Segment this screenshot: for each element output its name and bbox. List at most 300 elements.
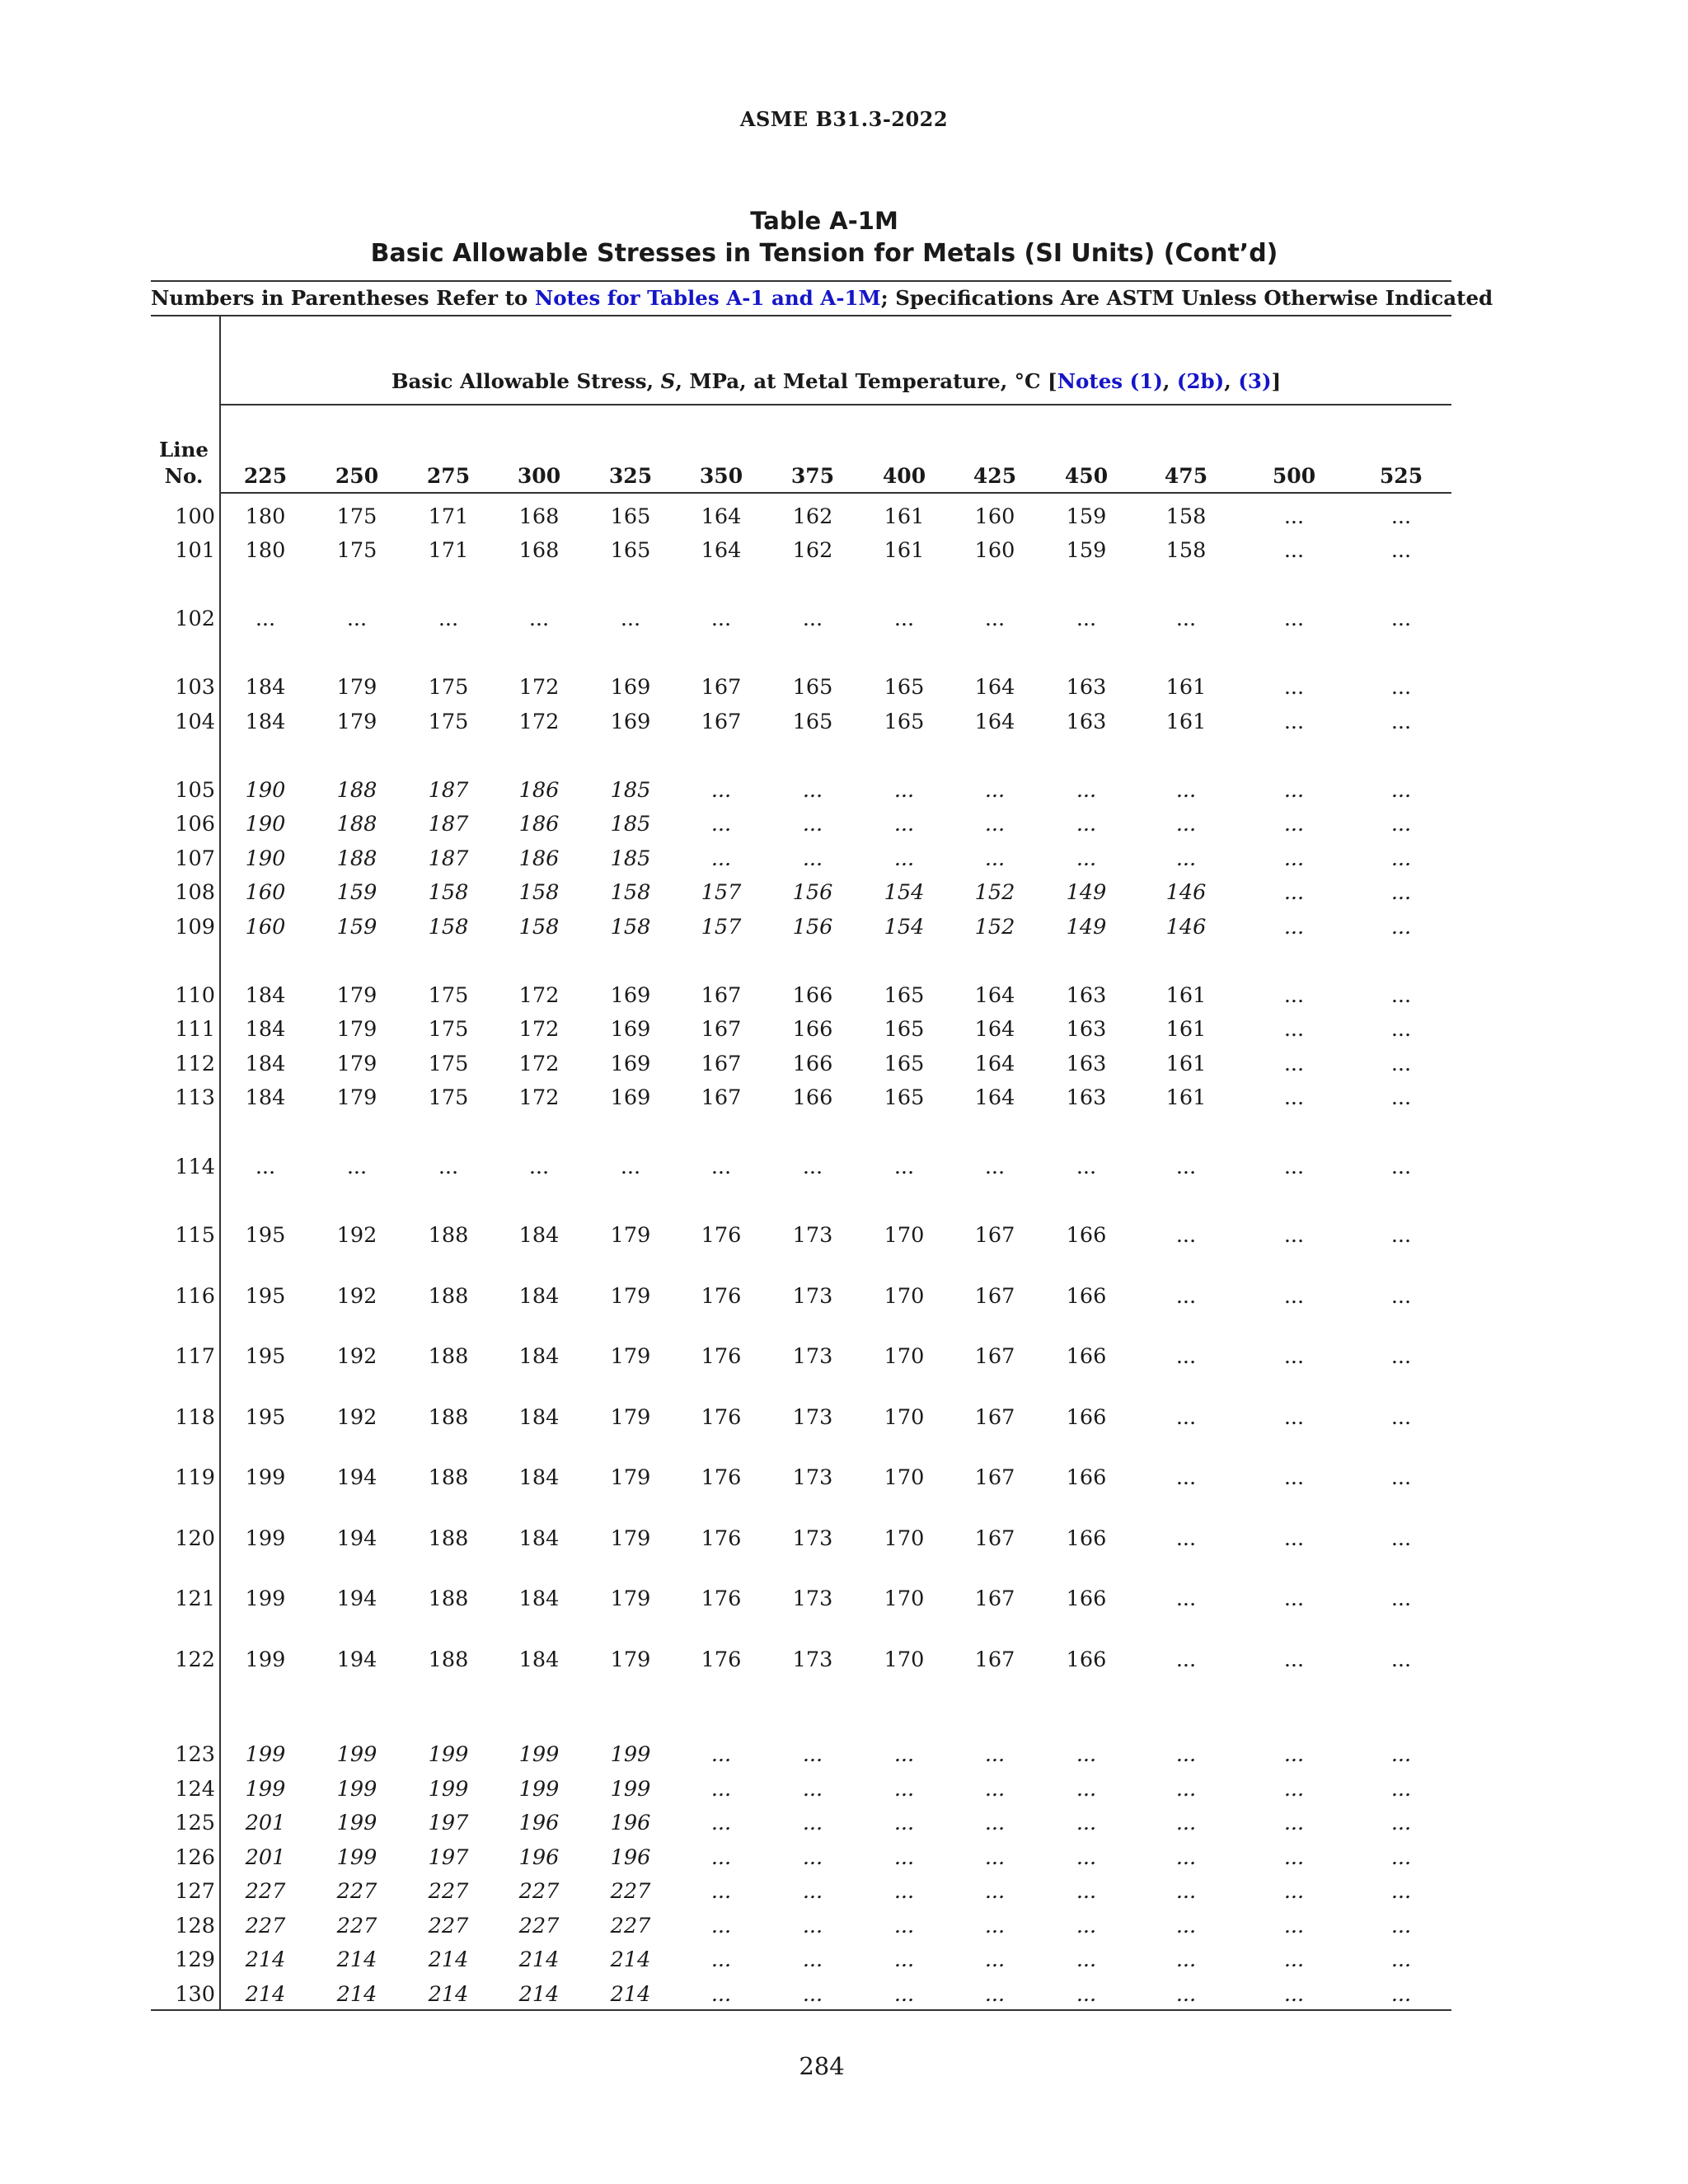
stress-value-cell: 149 — [1066, 880, 1107, 905]
line-number: 109 — [175, 915, 215, 940]
stress-value-cell: 170 — [884, 1223, 925, 1248]
stress-value-cell: ... — [893, 1982, 915, 2007]
stress-value-cell: 175 — [428, 983, 469, 1008]
line-number: 105 — [175, 778, 215, 803]
stress-value-cell: 173 — [792, 1405, 833, 1430]
line-number: 103 — [175, 675, 215, 700]
stress-value-cell: 167 — [974, 1223, 1015, 1248]
stress-value-cell: 188 — [428, 1223, 469, 1248]
stress-value-cell: 196 — [518, 1845, 560, 1870]
stress-value-cell: 197 — [428, 1811, 469, 1835]
stress-value-cell: 170 — [884, 1344, 925, 1369]
stress-value-cell: 167 — [701, 710, 742, 734]
stress-value-cell: ... — [984, 812, 1006, 837]
stress-value-cell: 162 — [792, 538, 833, 563]
stress-value-cell: 199 — [336, 1777, 377, 1802]
stress-value-cell: 173 — [792, 1344, 833, 1369]
stress-value-cell: 175 — [428, 1052, 469, 1076]
stress-value-cell: ... — [1175, 1845, 1197, 1870]
stress-value-cell: 186 — [518, 812, 560, 837]
stress-value-cell: ... — [528, 1155, 550, 1179]
stress-value-cell: 173 — [792, 1526, 833, 1551]
separator: , — [1162, 369, 1177, 393]
stress-value-cell: 176 — [701, 1223, 742, 1248]
stress-value-cell: 199 — [428, 1742, 469, 1767]
stress-value-cell: 214 — [428, 1947, 469, 1972]
stress-value-cell: ... — [1390, 1465, 1412, 1490]
stress-value-cell: 157 — [701, 880, 742, 905]
stress-value-cell: ... — [984, 778, 1006, 803]
stress-value-cell: ... — [1390, 1982, 1412, 2007]
stress-value-cell: ... — [893, 778, 915, 803]
stress-value-cell: 166 — [792, 983, 833, 1008]
stress-value-cell: 199 — [336, 1811, 377, 1835]
stress-value-cell: 180 — [245, 504, 286, 529]
stress-value-cell: 172 — [518, 1052, 560, 1076]
stress-value-cell: 214 — [610, 1947, 651, 1972]
stress-value-cell: 161 — [1165, 1017, 1207, 1042]
stress-value-cell: ... — [893, 1947, 915, 1972]
stress-value-cell: ... — [1390, 607, 1412, 631]
stress-value-cell: 165 — [884, 983, 925, 1008]
stress-value-cell: 167 — [701, 1017, 742, 1042]
stress-value-cell: 170 — [884, 1647, 925, 1672]
stress-value-cell: 194 — [336, 1465, 377, 1490]
stress-value-cell: 179 — [610, 1526, 651, 1551]
stress-value-cell: 169 — [610, 1052, 651, 1076]
stress-value-cell: ... — [1076, 1914, 1097, 1938]
temperature-column-header: 500 — [1272, 464, 1316, 488]
stress-value-cell: 184 — [518, 1405, 560, 1430]
stress-value-cell: 164 — [701, 538, 742, 563]
stress-value-cell: ... — [1283, 915, 1305, 940]
stress-value-cell: 163 — [1066, 710, 1107, 734]
stress-value-cell: 166 — [1066, 1526, 1107, 1551]
stress-value-cell: ... — [802, 1845, 823, 1870]
stress-value-cell: 159 — [336, 915, 377, 940]
stress-value-cell: 172 — [518, 983, 560, 1008]
stress-value-cell: ... — [802, 1811, 823, 1835]
stress-value-cell: 199 — [245, 1586, 286, 1611]
stress-value-cell: 163 — [1066, 1052, 1107, 1076]
stress-value-cell: ... — [1175, 607, 1197, 631]
stress-value-cell: 175 — [428, 675, 469, 700]
note-2b-link[interactable]: (2b) — [1176, 369, 1225, 393]
stress-value-cell: ... — [710, 1947, 732, 1972]
stress-value-cell: 158 — [610, 880, 651, 905]
stress-value-cell: ... — [1283, 1223, 1305, 1248]
stress-value-cell: ... — [1390, 1777, 1412, 1802]
stress-value-cell: ... — [893, 846, 915, 871]
stress-value-cell: ... — [802, 846, 823, 871]
stress-value-cell: 214 — [428, 1982, 469, 2007]
stress-value-cell: 166 — [792, 1085, 833, 1110]
stress-value-cell: ... — [984, 1947, 1006, 1972]
stress-value-cell: ... — [1076, 1947, 1097, 1972]
stress-value-cell: 184 — [518, 1586, 560, 1611]
stress-value-cell: 184 — [245, 710, 286, 734]
stress-value-cell: 188 — [428, 1405, 469, 1430]
stress-value-cell: 172 — [518, 675, 560, 700]
stress-value-cell: 196 — [610, 1811, 651, 1835]
stress-value-cell: 214 — [336, 1982, 377, 2007]
stress-value-cell: 195 — [245, 1344, 286, 1369]
stress-value-cell: 164 — [974, 710, 1015, 734]
temperature-column-header: 300 — [517, 464, 561, 488]
stress-value-cell: ... — [1390, 1284, 1412, 1309]
stress-value-cell: 179 — [610, 1284, 651, 1309]
stress-value-cell: 170 — [884, 1405, 925, 1430]
line-number: 122 — [175, 1647, 215, 1672]
stress-value-cell: ... — [802, 778, 823, 803]
line-number: 121 — [175, 1586, 215, 1611]
stress-value-cell: ... — [1390, 812, 1412, 837]
stress-value-cell: 169 — [610, 983, 651, 1008]
stress-value-cell: 164 — [974, 1017, 1015, 1042]
stress-value-cell: 149 — [1066, 915, 1107, 940]
stress-value-cell: 188 — [428, 1586, 469, 1611]
stress-value-cell: ... — [1390, 1845, 1412, 1870]
stress-value-cell: ... — [1390, 778, 1412, 803]
stress-value-cell: ... — [710, 846, 732, 871]
stress-value-cell: ... — [255, 607, 276, 631]
stress-value-cell: 196 — [518, 1811, 560, 1835]
note-3-link[interactable]: (3) — [1238, 369, 1272, 393]
stress-value-cell: ... — [1283, 1777, 1305, 1802]
stress-value-cell: 146 — [1165, 915, 1207, 940]
stress-value-cell: ... — [893, 1914, 915, 1938]
stress-value-cell: 165 — [884, 1017, 925, 1042]
stress-value-cell: ... — [1283, 812, 1305, 837]
stress-value-cell: ... — [710, 778, 732, 803]
stress-value-cell: ... — [1283, 1465, 1305, 1490]
table-title-block — [0, 204, 1648, 270]
stress-value-cell: 176 — [701, 1586, 742, 1611]
stress-value-cell: ... — [710, 1845, 732, 1870]
stress-value-cell: ... — [802, 607, 823, 631]
stress-value-cell: ... — [1390, 1811, 1412, 1835]
stress-value-cell: ... — [1076, 1879, 1097, 1904]
temperature-column-header: 450 — [1064, 464, 1109, 488]
stress-value-cell: 161 — [1165, 675, 1207, 700]
stress-value-cell: ... — [1390, 504, 1412, 529]
stress-value-cell: 179 — [336, 675, 377, 700]
stress-value-cell: 196 — [610, 1845, 651, 1870]
stress-value-cell: ... — [710, 1811, 732, 1835]
stress-value-cell: 184 — [518, 1465, 560, 1490]
line-number: 102 — [175, 607, 215, 631]
stress-value-cell: ... — [1175, 1777, 1197, 1802]
stress-value-cell: 169 — [610, 1017, 651, 1042]
stress-value-cell: ... — [1283, 1845, 1305, 1870]
span-header-text: Basic Allowable Stress, — [391, 369, 661, 393]
stress-value-cell: ... — [1283, 1742, 1305, 1767]
stress-value-cell: 199 — [245, 1742, 286, 1767]
stress-value-cell: 201 — [245, 1845, 286, 1870]
stress-value-cell: ... — [893, 1845, 915, 1870]
stress-value-cell: 166 — [1066, 1344, 1107, 1369]
stress-value-cell: 185 — [610, 778, 651, 803]
stress-value-cell: ... — [1175, 1344, 1197, 1369]
stress-value-cell: ... — [1390, 983, 1412, 1008]
stress-value-cell: 164 — [701, 504, 742, 529]
stress-value-cell: 227 — [518, 1914, 560, 1938]
stress-value-cell: ... — [1283, 983, 1305, 1008]
stress-value-cell: ... — [1175, 1155, 1197, 1179]
stress-value-cell: 166 — [1066, 1405, 1107, 1430]
stress-value-cell: ... — [1283, 1879, 1305, 1904]
stress-value-cell: 167 — [974, 1586, 1015, 1611]
stress-value-cell: 187 — [428, 812, 469, 837]
stress-value-cell: 184 — [245, 1085, 286, 1110]
stress-value-cell: 175 — [428, 1085, 469, 1110]
stress-value-cell: 161 — [884, 504, 925, 529]
stress-value-cell: ... — [802, 1879, 823, 1904]
temperature-column-header: 375 — [790, 464, 835, 488]
stress-value-cell: ... — [802, 812, 823, 837]
stress-value-cell: ... — [1175, 812, 1197, 837]
stress-value-cell: 158 — [428, 880, 469, 905]
stress-value-cell: 164 — [974, 983, 1015, 1008]
stress-value-cell: ... — [710, 1777, 732, 1802]
stress-value-cell: 175 — [428, 1017, 469, 1042]
stress-value-cell: 166 — [792, 1017, 833, 1042]
stress-value-cell: 170 — [884, 1465, 925, 1490]
stress-value-cell: 214 — [610, 1982, 651, 2007]
stress-value-cell: 162 — [792, 504, 833, 529]
temperature-column-header: 250 — [335, 464, 379, 488]
stress-value-cell: 176 — [701, 1647, 742, 1672]
stress-value-cell: ... — [1175, 1947, 1197, 1972]
stress-value-cell: ... — [710, 1914, 732, 1938]
stress-value-cell: 173 — [792, 1465, 833, 1490]
stress-value-cell: 192 — [336, 1223, 377, 1248]
stress-value-cell: ... — [1390, 710, 1412, 734]
span-header-rule — [221, 404, 1451, 405]
stress-value-cell: 188 — [428, 1647, 469, 1672]
stress-value-cell: ... — [1283, 504, 1305, 529]
stress-value-cell: ... — [802, 1155, 823, 1179]
stress-value-cell: 167 — [974, 1405, 1015, 1430]
stress-value-cell: 199 — [245, 1777, 286, 1802]
line-number: 112 — [175, 1052, 215, 1076]
stress-value-cell: 158 — [518, 880, 560, 905]
stress-value-cell: ... — [1175, 1742, 1197, 1767]
stress-value-cell: 164 — [974, 675, 1015, 700]
stress-value-cell: ... — [1076, 1742, 1097, 1767]
stress-value-cell: 214 — [518, 1982, 560, 2007]
stress-value-cell: ... — [1283, 607, 1305, 631]
stress-value-cell: 175 — [428, 710, 469, 734]
stress-value-cell: 160 — [974, 504, 1015, 529]
line-number: 120 — [175, 1526, 215, 1551]
stress-value-cell: 165 — [792, 675, 833, 700]
temperature-column-header: 275 — [426, 464, 471, 488]
line-number: 106 — [175, 812, 215, 837]
stress-value-cell: 171 — [428, 504, 469, 529]
stress-value-cell: ... — [710, 1879, 732, 1904]
stress-value-cell: ... — [984, 1879, 1006, 1904]
stress-value-cell: 199 — [245, 1465, 286, 1490]
stress-value-cell: ... — [802, 1947, 823, 1972]
running-head: ASME B31.3-2022 — [739, 107, 949, 131]
stress-value-cell: 179 — [610, 1586, 651, 1611]
stress-value-cell: 192 — [336, 1344, 377, 1369]
stress-value-cell: 161 — [1165, 983, 1207, 1008]
notes-reference-text-end: ; Specifications Are ASTM Unless Otherwise Indicated — [880, 286, 1493, 310]
stress-value-cell: 166 — [1066, 1284, 1107, 1309]
stress-value-cell: 163 — [1066, 1017, 1107, 1042]
line-number: 110 — [175, 983, 215, 1008]
stress-value-cell: ... — [1283, 1647, 1305, 1672]
line-number: 113 — [175, 1085, 215, 1110]
line-number: 130 — [175, 1982, 215, 2007]
line-number-header — [151, 437, 217, 490]
stress-value-cell: 160 — [245, 880, 286, 905]
stress-value-cell: ... — [984, 1845, 1006, 1870]
stress-value-cell: 195 — [245, 1405, 286, 1430]
line-number: 114 — [175, 1155, 215, 1179]
stress-value-cell: ... — [1390, 880, 1412, 905]
stress-value-cell: 227 — [245, 1914, 286, 1938]
stress-value-cell: 194 — [336, 1586, 377, 1611]
stress-value-cell: 227 — [336, 1879, 377, 1904]
stress-value-cell: ... — [1076, 1811, 1097, 1835]
stress-value-cell: ... — [1076, 1845, 1097, 1870]
stress-value-cell: 176 — [701, 1405, 742, 1430]
stress-value-cell: 166 — [792, 1052, 833, 1076]
stress-value-cell: 167 — [701, 983, 742, 1008]
stress-value-cell: 179 — [336, 1052, 377, 1076]
stress-value-cell: 199 — [245, 1647, 286, 1672]
stress-value-cell: 227 — [610, 1914, 651, 1938]
stress-value-cell: 164 — [974, 1085, 1015, 1110]
stress-value-cell: ... — [1175, 1647, 1197, 1672]
stress-value-cell: 176 — [701, 1344, 742, 1369]
stress-value-cell: 165 — [792, 710, 833, 734]
stress-value-cell: 158 — [428, 915, 469, 940]
stress-value-cell: 188 — [336, 812, 377, 837]
stress-value-cell: 190 — [245, 778, 286, 803]
stress-value-cell: ... — [1076, 846, 1097, 871]
stress-value-cell: 184 — [518, 1344, 560, 1369]
stress-value-cell: ... — [1175, 1982, 1197, 2007]
stress-value-cell: 165 — [884, 1052, 925, 1076]
stress-value-cell: ... — [1283, 538, 1305, 563]
stress-value-cell: 173 — [792, 1284, 833, 1309]
stress-value-cell: ... — [1283, 880, 1305, 905]
stress-value-cell: ... — [802, 1742, 823, 1767]
temperature-column-header: 400 — [882, 464, 926, 488]
stress-value-cell: 195 — [245, 1284, 286, 1309]
stress-span-header — [221, 369, 1451, 393]
stress-value-cell: 176 — [701, 1284, 742, 1309]
stress-value-cell: ... — [1390, 1223, 1412, 1248]
line-number: 111 — [175, 1017, 215, 1042]
stress-value-cell: 158 — [1165, 504, 1207, 529]
stress-value-cell: ... — [710, 1742, 732, 1767]
stress-value-cell: 227 — [336, 1914, 377, 1938]
stress-value-cell: 179 — [610, 1223, 651, 1248]
stress-value-cell: 161 — [1165, 1052, 1207, 1076]
line-number: 101 — [175, 538, 215, 563]
stress-value-cell: 171 — [428, 538, 469, 563]
stress-value-cell: ... — [1283, 846, 1305, 871]
stress-value-cell: 190 — [245, 846, 286, 871]
stress-value-cell: 160 — [974, 538, 1015, 563]
stress-value-cell: ... — [893, 812, 915, 837]
stress-value-cell: 169 — [610, 710, 651, 734]
stress-value-cell: 156 — [792, 880, 833, 905]
note-1-link[interactable]: Notes (1) — [1057, 369, 1163, 393]
stress-value-cell: 154 — [884, 915, 925, 940]
table-end-rule — [151, 2009, 1451, 2011]
stress-value-cell: 168 — [518, 504, 560, 529]
stress-value-cell: 188 — [428, 1465, 469, 1490]
stress-value-cell: ... — [1390, 1344, 1412, 1369]
stress-value-cell: 227 — [428, 1879, 469, 1904]
stress-value-cell: 214 — [245, 1982, 286, 2007]
line-number: 129 — [175, 1947, 215, 1972]
stress-value-cell: 188 — [336, 778, 377, 803]
stress-value-cell: 163 — [1066, 983, 1107, 1008]
line-number: 116 — [175, 1284, 215, 1309]
stress-value-cell: ... — [1175, 1284, 1197, 1309]
stress-value-cell: 173 — [792, 1223, 833, 1248]
stress-value-cell: ... — [620, 1155, 641, 1179]
stress-value-cell: ... — [984, 1982, 1006, 2007]
stress-value-cell: ... — [620, 607, 641, 631]
stress-value-cell: 201 — [245, 1811, 286, 1835]
stress-value-cell: 199 — [336, 1845, 377, 1870]
stress-value-cell: 167 — [974, 1465, 1015, 1490]
stress-value-cell: 166 — [1066, 1465, 1107, 1490]
stress-value-cell: ... — [1175, 778, 1197, 803]
notes-tables-link[interactable]: Notes for Tables A-1 and A-1M — [534, 286, 881, 310]
stress-value-cell: ... — [1076, 607, 1097, 631]
stress-value-cell: 227 — [518, 1879, 560, 1904]
stress-value-cell: 192 — [336, 1405, 377, 1430]
stress-value-cell: ... — [438, 1155, 459, 1179]
stress-value-cell: 167 — [974, 1647, 1015, 1672]
stress-value-cell: 172 — [518, 1017, 560, 1042]
stress-symbol: S — [660, 369, 676, 393]
stress-value-cell: ... — [893, 1811, 915, 1835]
stress-value-cell: ... — [1390, 1526, 1412, 1551]
stress-value-cell: ... — [802, 1777, 823, 1802]
stress-value-cell: ... — [1390, 1085, 1412, 1110]
stress-value-cell: 185 — [610, 846, 651, 871]
table-subtitle: Basic Allowable Stresses in Tension for Metals (SI Units) (Cont’d) — [370, 239, 1278, 268]
stress-value-cell: ... — [1390, 1914, 1412, 1938]
stress-value-cell: 152 — [974, 915, 1015, 940]
stress-value-cell: 184 — [518, 1284, 560, 1309]
stress-value-cell: ... — [984, 1777, 1006, 1802]
stress-value-cell: 194 — [336, 1526, 377, 1551]
stress-value-cell: ... — [893, 1742, 915, 1767]
stress-value-cell: ... — [802, 1914, 823, 1938]
stress-value-cell: 163 — [1066, 675, 1107, 700]
stress-value-cell: 167 — [701, 675, 742, 700]
stress-value-cell: 156 — [792, 915, 833, 940]
stress-value-cell: ... — [1390, 846, 1412, 871]
temperature-column-header: 225 — [243, 464, 288, 488]
stress-value-cell: 184 — [518, 1223, 560, 1248]
stress-value-cell: 170 — [884, 1526, 925, 1551]
stress-value-cell: ... — [893, 1879, 915, 1904]
stress-value-cell: ... — [984, 1811, 1006, 1835]
stress-value-cell: ... — [1175, 1879, 1197, 1904]
